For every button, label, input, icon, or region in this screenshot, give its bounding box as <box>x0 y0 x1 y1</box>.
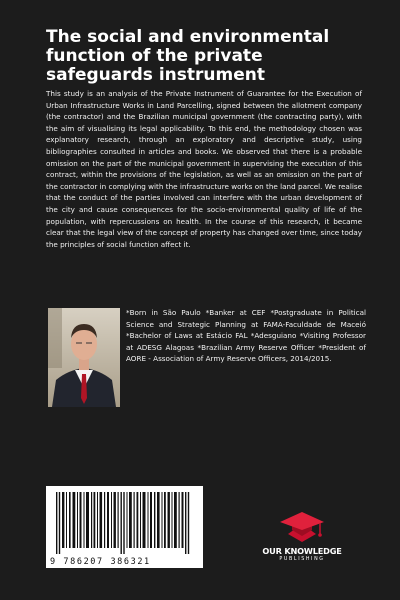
barcode-bars <box>46 486 203 556</box>
publisher-subtitle: PUBLISHING <box>279 557 325 562</box>
author-photo <box>48 308 120 407</box>
isbn-barcode <box>46 486 203 568</box>
author-biography: *Born in São Paulo *Banker at CEF *Postgraduate in Political Science and Strategic Planning at FAMA-Faculdade de Maceió *Bachelor of Laws at Estácio FAL *Adesguiano *Visiting Professor at ADESG Alagoas *Brazilian Army Reserve Officer *President of AORE - Association of Army Reserve Officers, 2014/2015. <box>126 308 366 364</box>
book-title: The social and environmental function of the private safeguards instrument <box>46 27 330 85</box>
abstract-text: This study is an analysis of the Private Instrument of Guarantee for the Execution of Urban Infrastructure Works in Land Parcelling, signed between the allotment company (the contractor) and the Brazilian municipal government (the contracting party), with the aim of visualising its legal applicability. To this end, the methodology chosen was explanatory research, through an exploratory and descriptive study, using bibliographies consulted in articles and books. We observed that there is a probable omission on the part of the municipal government in supervising the execution of this contract, within the provisions of the legislation, as well as an omission on the part of the contractor in complying with the infrastructure works on the land parcel. We realise that the conduct of the parties involved can interfere with the urban development of the city and cause consequences for the socio-environmental quality of life of the population, with repercussions on health. In the course of this research, it became clear that the legal view of the concept of property has changed over time, since today the principles of social function affect it. <box>46 89 362 249</box>
isbn-digits: 9 786207 386321 <box>50 557 151 567</box>
graduation-cap-icon <box>262 510 342 546</box>
publisher-name: OUR KNOWLEDGE <box>262 546 342 556</box>
publisher-logo <box>262 510 342 570</box>
